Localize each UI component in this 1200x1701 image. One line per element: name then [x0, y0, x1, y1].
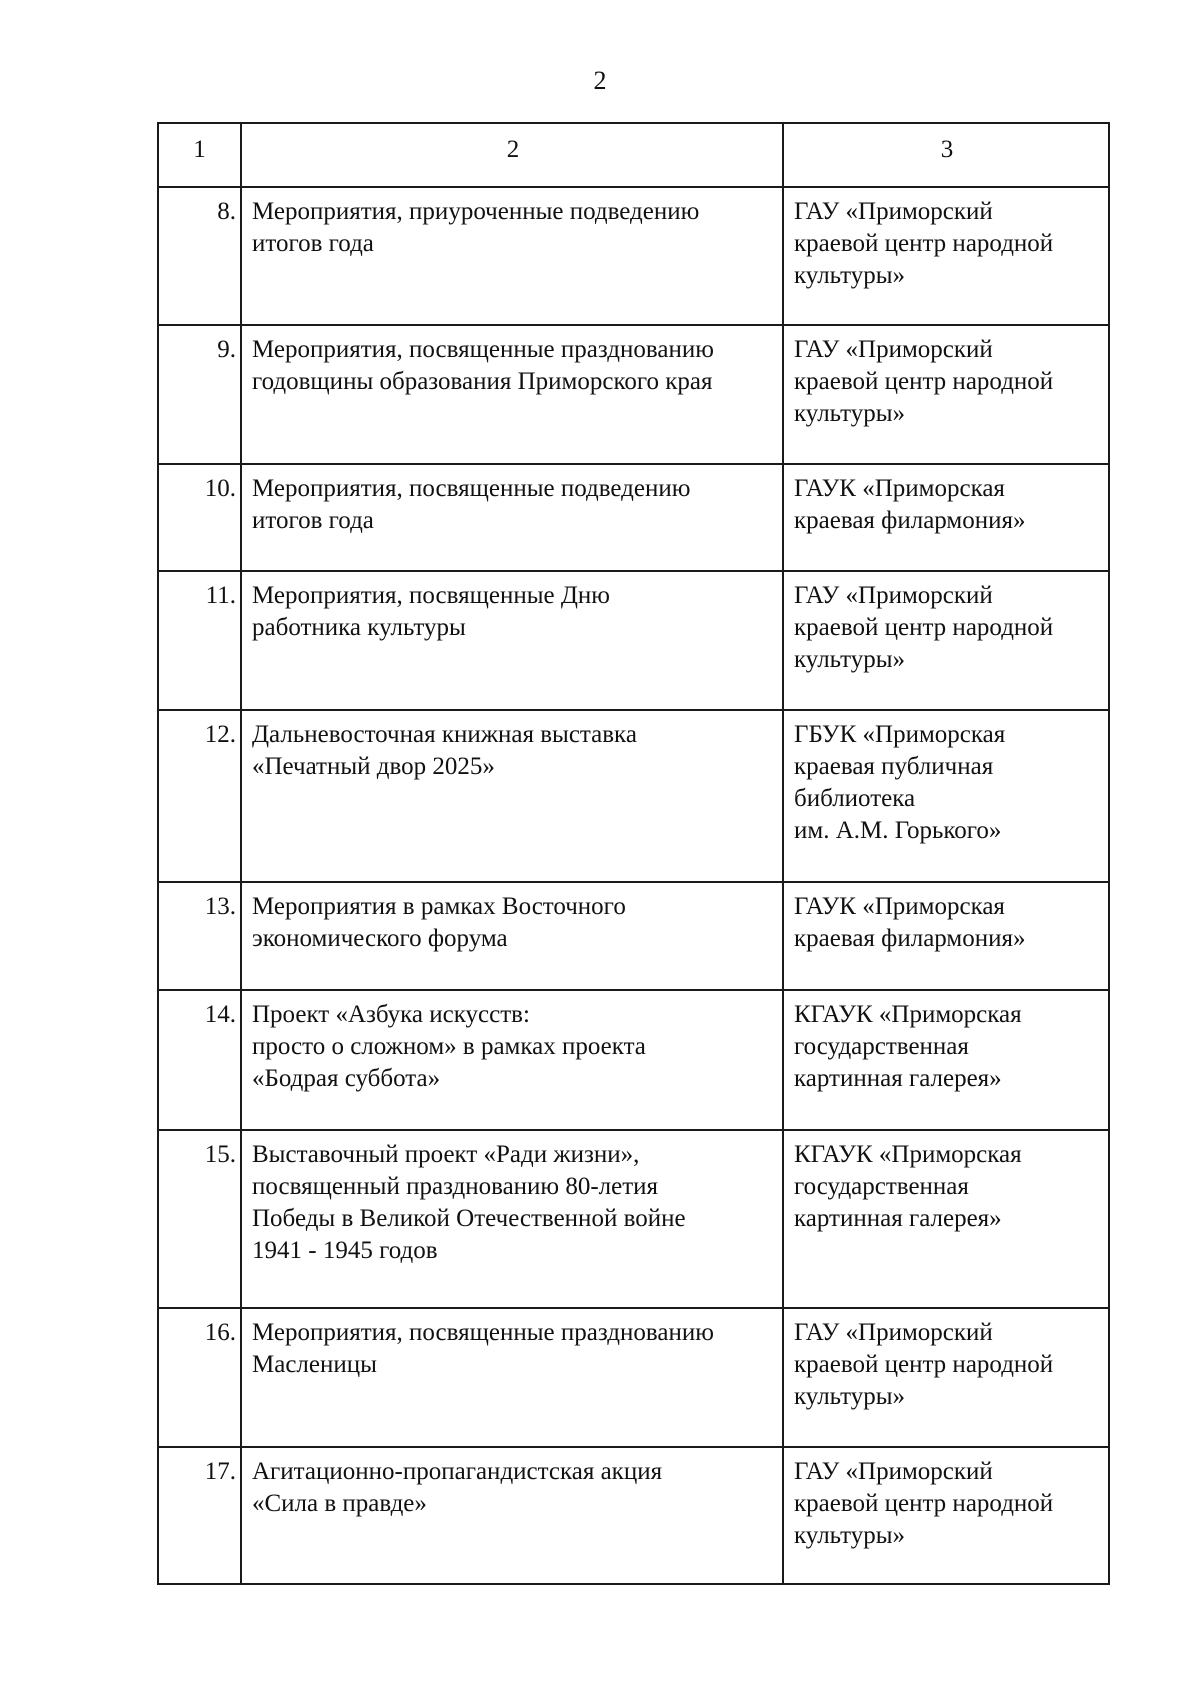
organizer: ГАУ «Приморский краевой центр народной культуры» [783, 571, 1109, 710]
table-row [158, 1308, 1109, 1447]
organizer: ГБУК «Приморская краевая публичная библиотека им. А.М. Горького» [783, 710, 1109, 882]
table-row [158, 187, 1109, 325]
table-row [158, 710, 1109, 882]
page-number: 2 [593, 66, 607, 95]
row-number: 16. [158, 1308, 241, 1447]
event-title: Агитационно-пропагандистская акция «Сила в правде» [241, 1447, 783, 1584]
table-row [158, 464, 1109, 571]
event-title: Выставочный проект «Ради жизни», посвященный празднованию 80-летия Победы в Великой Отечественной войне 1941 - 1945 годов [241, 1130, 783, 1308]
row-number: 15. [158, 1130, 241, 1308]
table-row [158, 1447, 1109, 1584]
row-number: 14. [158, 990, 241, 1130]
row-number: 10. [158, 464, 241, 571]
row-number: 17. [158, 1447, 241, 1584]
organizer: ГАУ «Приморский краевой центр народной культуры» [783, 1308, 1109, 1447]
organizer: КГАУК «Приморская государственная картинная галерея» [783, 1130, 1109, 1308]
organizer: ГАУ «Приморский краевой центр народной культуры» [783, 325, 1109, 464]
events-table [157, 122, 1110, 1585]
row-number: 9. [158, 325, 241, 464]
column-header-1: 1 [158, 123, 241, 187]
event-title: Мероприятия в рамках Восточного экономического форума [241, 882, 783, 990]
row-number: 8. [158, 187, 241, 325]
row-number: 13. [158, 882, 241, 990]
table-row [158, 325, 1109, 464]
organizer: ГАУ «Приморский краевой центр народной культуры» [783, 1447, 1109, 1584]
organizer: ГАУ «Приморский краевой центр народной культуры» [783, 187, 1109, 325]
table-row [158, 571, 1109, 710]
row-number: 12. [158, 710, 241, 882]
table-row [158, 882, 1109, 990]
event-title: Проект «Азбука искусств: просто о сложном» в рамках проекта «Бодрая суббота» [241, 990, 783, 1130]
event-title: Дальневосточная книжная выставка «Печатный двор 2025» [241, 710, 783, 882]
organizer: ГАУК «Приморская краевая филармония» [783, 882, 1109, 990]
organizer: ГАУК «Приморская краевая филармония» [783, 464, 1109, 571]
event-title: Мероприятия, посвященные празднованию годовщины образования Приморского края [241, 325, 783, 464]
table-row [158, 990, 1109, 1130]
column-header-3: 3 [783, 123, 1109, 187]
column-header-2: 2 [241, 123, 783, 187]
row-number: 11. [158, 571, 241, 710]
event-title: Мероприятия, посвященные Дню работника культуры [241, 571, 783, 710]
organizer: КГАУК «Приморская государственная картинная галерея» [783, 990, 1109, 1130]
event-title: Мероприятия, приуроченные подведению итогов года [241, 187, 783, 325]
event-title: Мероприятия, посвященные подведению итогов года [241, 464, 783, 571]
event-title: Мероприятия, посвященные празднованию Масленицы [241, 1308, 783, 1447]
table-header-row [158, 123, 1109, 187]
table-row [158, 1130, 1109, 1308]
